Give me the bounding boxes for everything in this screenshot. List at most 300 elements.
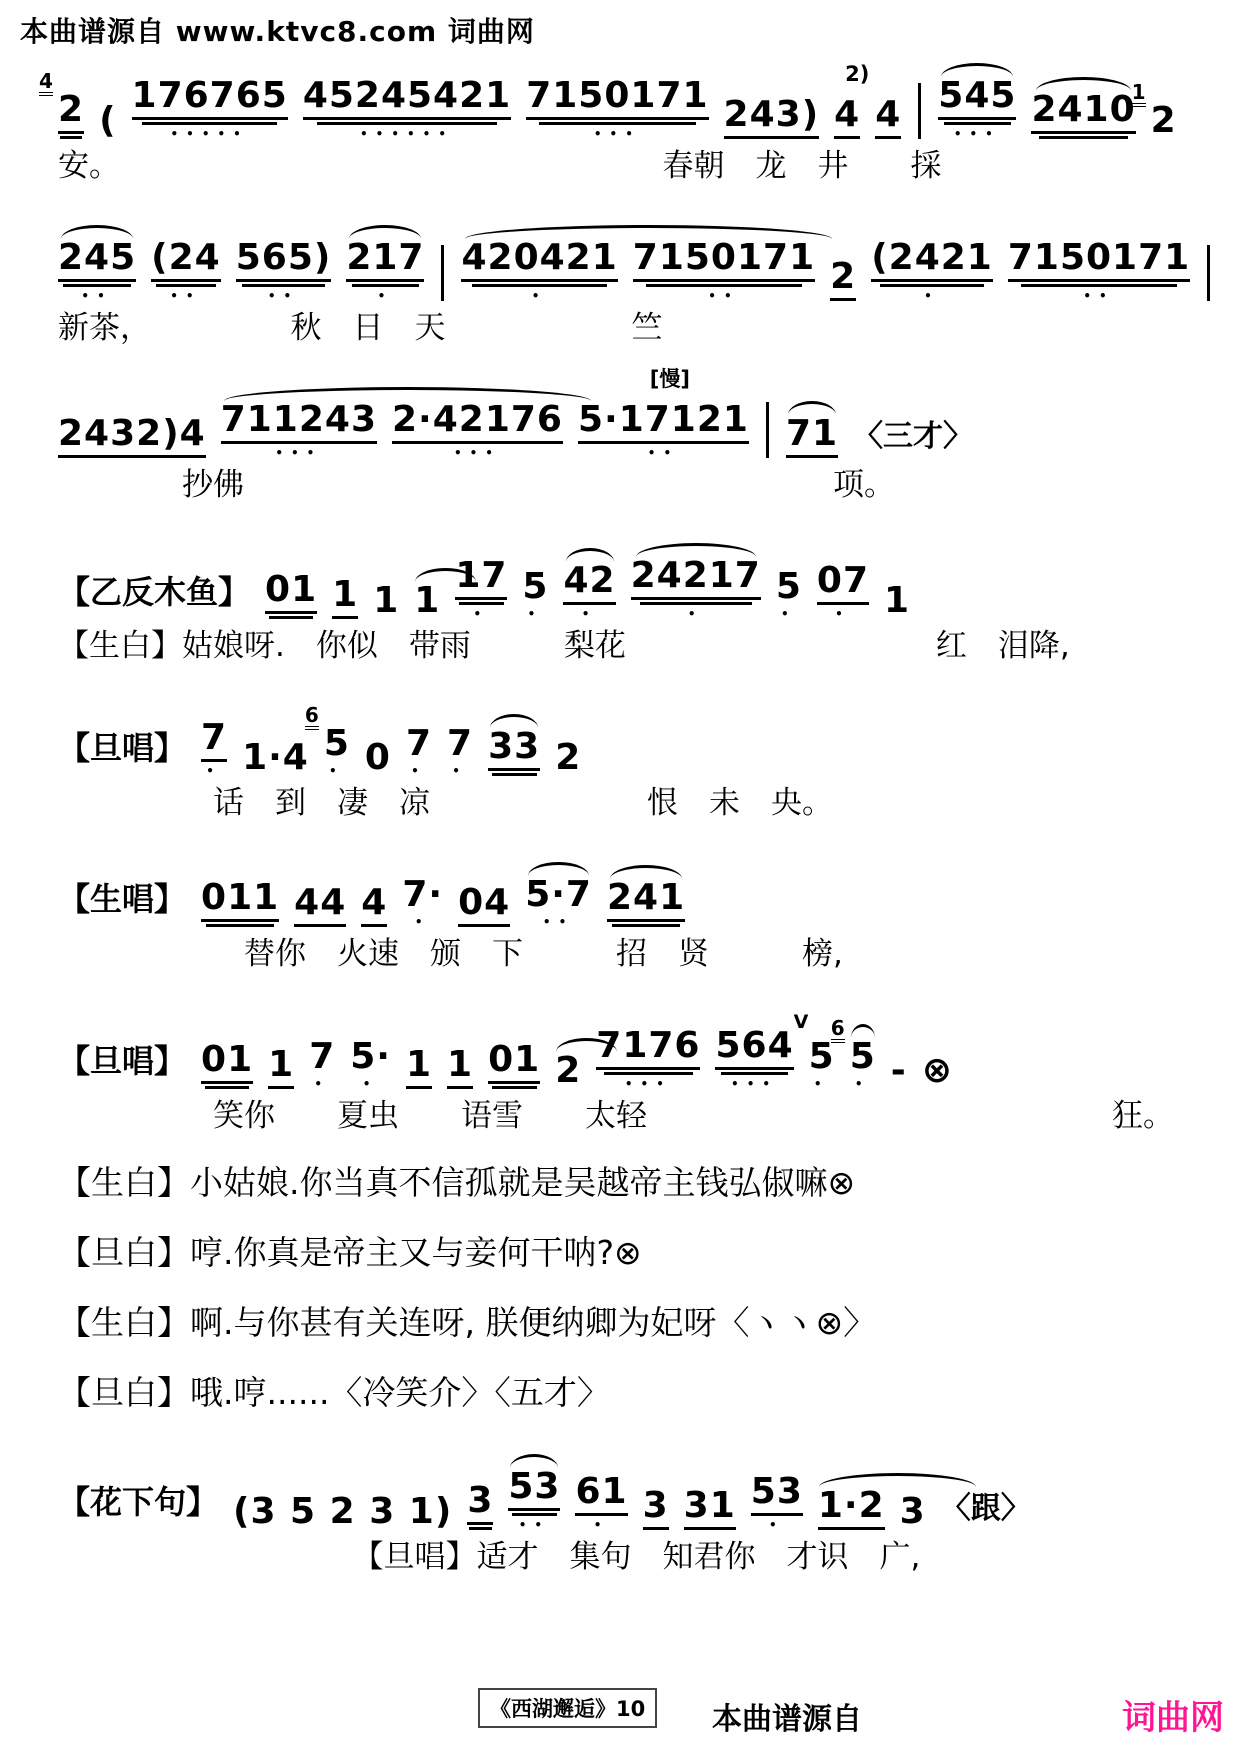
beam-line xyxy=(132,117,288,120)
note-token xyxy=(402,873,444,929)
note-digits: 〈跟〉 xyxy=(940,1490,1031,1526)
note-digits: (2421 xyxy=(871,236,993,278)
note-token xyxy=(555,737,582,778)
beam-line xyxy=(817,602,869,605)
beam-line xyxy=(508,1508,560,1511)
note-token xyxy=(131,75,288,141)
grace-note: 6 xyxy=(305,705,319,730)
note-token xyxy=(467,1479,494,1530)
lyric-line: 笑你 夏虫 语雪 太轻 狂。 xyxy=(58,1097,1174,1134)
note-digits: 45245421 xyxy=(302,75,512,116)
note-digits: 53 xyxy=(750,1470,803,1512)
beam-line xyxy=(201,919,279,922)
beam-line xyxy=(346,279,424,282)
note-token xyxy=(447,1043,474,1089)
note-digits: 01 xyxy=(265,569,318,611)
note-token xyxy=(642,1484,669,1530)
octave-dots: • xyxy=(813,1076,830,1091)
note-digits: 61 xyxy=(575,1470,628,1512)
note-token xyxy=(39,69,85,139)
note-digits: 44 xyxy=(294,881,347,923)
octave-dots: • xyxy=(581,607,598,622)
beam-line xyxy=(60,136,82,139)
beam-line xyxy=(294,924,346,927)
note-token xyxy=(890,1049,907,1091)
note-digits: 7150171 xyxy=(1007,236,1191,278)
octave-dots: •• xyxy=(518,1517,551,1532)
note-token xyxy=(1007,236,1191,303)
note-token xyxy=(458,881,511,927)
note-token xyxy=(414,580,441,622)
beam-line xyxy=(156,284,216,287)
footer-title-box xyxy=(478,1688,657,1728)
note-digits: 2432)4 xyxy=(58,412,206,454)
octave-dots: • xyxy=(527,607,544,622)
note-token xyxy=(632,236,816,303)
beam-line xyxy=(640,602,752,605)
note-token xyxy=(235,236,332,303)
note-digits: 5 xyxy=(808,1035,835,1077)
voice-label: 【生唱】 xyxy=(58,880,187,919)
octave-dots: • xyxy=(687,607,704,622)
note-token xyxy=(346,236,425,303)
beam-line xyxy=(269,616,314,619)
note-digits: 33 xyxy=(488,726,541,767)
note-token xyxy=(577,366,749,460)
note-digits: 5·17121 xyxy=(577,398,749,440)
tie-arc xyxy=(610,865,682,879)
note-digits: 1 xyxy=(373,580,400,622)
note-token xyxy=(563,560,616,622)
note-token xyxy=(373,580,400,622)
beam-line xyxy=(604,1072,694,1075)
tie-arc xyxy=(1036,77,1132,91)
note-digits: 011 xyxy=(201,876,280,918)
note-token xyxy=(405,1043,433,1089)
beam-line xyxy=(459,602,504,605)
note-digits: 3 xyxy=(467,1479,494,1521)
beam-line xyxy=(142,122,276,125)
tie-arc xyxy=(349,225,421,239)
beam-line xyxy=(1008,279,1190,282)
octave-dots: ••• xyxy=(453,445,501,460)
lyric-line: 新茶， 秋 日 天 竺 xyxy=(58,309,663,346)
beam-line xyxy=(447,1086,473,1089)
note-token xyxy=(723,94,820,139)
note-token xyxy=(461,236,618,303)
note-token xyxy=(99,100,117,141)
note-digits: 31 xyxy=(683,1484,736,1526)
note-digits: 01 xyxy=(201,1038,254,1080)
note-token xyxy=(555,1049,582,1091)
annotation: 2) xyxy=(845,62,870,86)
beam-line xyxy=(201,1081,253,1084)
speech-line: 【旦白】哼.你真是帝主又与妾何干呐?⊗ xyxy=(58,1233,642,1273)
beam-line xyxy=(684,1527,736,1530)
music-line xyxy=(58,873,1224,929)
octave-dots: •• xyxy=(1083,288,1115,303)
note-digits: 7· xyxy=(402,873,444,915)
note-digits: 4 xyxy=(361,881,388,923)
tie-arc xyxy=(819,1473,976,1487)
beam-line xyxy=(406,1086,432,1089)
octave-dots: •• xyxy=(542,914,575,929)
beam-line xyxy=(512,1513,557,1516)
footer-site-name: 词曲网 xyxy=(1122,1698,1224,1738)
lyric-line: 【旦唱】适才 集句 知君你 才识 广, xyxy=(58,1538,921,1575)
note-token xyxy=(606,876,686,927)
note-token xyxy=(830,1015,876,1091)
lyric-line: 话 到 凄 凉 恨 未 央。 xyxy=(58,785,833,821)
beam-line xyxy=(58,131,84,134)
note-digits: (3 5 2 3 1) xyxy=(233,1490,453,1532)
beam-line xyxy=(539,122,696,125)
barline xyxy=(766,402,769,458)
octave-dots: • xyxy=(411,764,427,778)
note-token xyxy=(940,1490,1031,1530)
lyric-line: 【生白】姑娘呀. 你似 带雨 梨花 红 泪降, xyxy=(58,628,1070,665)
note-digits: 01 xyxy=(488,1038,541,1080)
note-digits: 2·42176 xyxy=(392,398,563,440)
note-digits: 04 xyxy=(458,881,511,923)
note-digits: 1 xyxy=(405,1043,433,1085)
annotation: [慢] xyxy=(649,366,690,391)
grace-note: 6 xyxy=(831,1018,845,1043)
note-token xyxy=(938,75,1017,141)
note-digits: 1 xyxy=(884,580,911,622)
beam-line xyxy=(151,279,221,282)
note-digits: ⊗ xyxy=(921,1049,953,1091)
note-token xyxy=(58,236,137,303)
music-line xyxy=(58,236,1224,303)
note-token xyxy=(392,398,563,460)
beam-line xyxy=(786,455,838,458)
speech-line: 【生白】小姑娘.你当真不信孤就是吴越帝主钱弘俶嘛⊗ xyxy=(58,1163,856,1203)
beam-line xyxy=(268,1086,294,1089)
note-digits: 1 xyxy=(332,574,359,616)
beam-line xyxy=(317,122,496,125)
tie-arc xyxy=(851,1024,875,1038)
beam-line xyxy=(575,1513,627,1516)
note-digits: 245 xyxy=(58,236,137,278)
lyric-line: 抄佛 项。 xyxy=(58,466,895,503)
voice-label: 【乙反木鱼】 xyxy=(58,572,251,611)
note-token xyxy=(816,560,870,622)
note-digits: 7 xyxy=(405,723,433,764)
note-token xyxy=(302,75,512,141)
note-digits: 07 xyxy=(816,560,870,602)
octave-dots: ••••• xyxy=(170,127,249,141)
note-token xyxy=(220,398,377,460)
beam-line xyxy=(488,1081,540,1084)
note-token xyxy=(830,255,857,301)
tie-arc xyxy=(510,1454,558,1468)
note-digits: 564 xyxy=(715,1024,794,1066)
beam-line xyxy=(1031,131,1135,134)
note-token xyxy=(151,236,221,303)
voice-label: 【花下句】 xyxy=(58,1483,219,1522)
music-line xyxy=(39,62,1224,141)
note-token xyxy=(1131,80,1177,141)
octave-dots: • xyxy=(593,1517,610,1532)
tie-arc xyxy=(61,225,133,239)
note-token xyxy=(265,569,318,619)
note-digits: 5 xyxy=(323,723,350,764)
music-line xyxy=(58,703,1224,778)
beam-line xyxy=(880,284,985,287)
note-digits: 1·2 xyxy=(817,1484,885,1526)
octave-dots: • xyxy=(835,607,851,622)
beam-line xyxy=(1039,136,1129,139)
beam-line xyxy=(563,602,615,605)
grace-note: 1 xyxy=(1132,82,1146,107)
breath-mark: V xyxy=(793,1010,809,1033)
beam-line xyxy=(236,279,332,282)
note-token xyxy=(683,1484,736,1530)
note-digits: 2 xyxy=(58,89,85,130)
music-line xyxy=(58,1010,1224,1091)
beam-line xyxy=(265,611,317,614)
note-digits: 5· xyxy=(350,1035,391,1077)
watermark-header: 本曲谱源自 www.ktvc8.com 词曲网 xyxy=(20,15,535,48)
note-digits: 5 xyxy=(522,566,549,608)
note-token xyxy=(332,574,359,619)
note-digits: 2 xyxy=(555,1049,582,1091)
beam-line xyxy=(646,284,803,287)
barline xyxy=(441,245,444,301)
beam-line xyxy=(492,1086,537,1089)
note-token xyxy=(875,94,902,139)
music-line xyxy=(58,1465,1224,1532)
beam-line xyxy=(58,455,206,458)
tie-arc xyxy=(636,543,756,557)
note-digits: 2410 xyxy=(1031,89,1136,130)
beam-line xyxy=(458,924,510,927)
note-digits: 420421 xyxy=(461,236,618,278)
barline xyxy=(1207,245,1210,301)
note-token xyxy=(525,873,592,929)
octave-dots: •• xyxy=(170,288,202,303)
beam-line xyxy=(607,919,685,922)
beam-line xyxy=(472,284,606,287)
octave-dots: • xyxy=(473,607,490,622)
note-digits: 7 xyxy=(447,723,474,764)
note-token xyxy=(630,555,761,622)
music-line xyxy=(58,555,1224,622)
note-token xyxy=(294,881,347,927)
footer xyxy=(0,1686,1240,1742)
note-digits: 4 xyxy=(834,94,861,135)
note-token xyxy=(871,236,993,303)
note-token xyxy=(522,566,549,622)
octave-dots: •• xyxy=(647,445,680,460)
note-digits: 7 xyxy=(309,1035,336,1077)
beam-line xyxy=(303,117,511,120)
note-token xyxy=(268,1043,295,1089)
note-token xyxy=(488,726,541,776)
beam-line xyxy=(58,279,136,282)
tie-arc xyxy=(941,63,1013,77)
note-digits: 53 xyxy=(508,1465,561,1507)
beam-line xyxy=(221,441,377,444)
note-token xyxy=(575,1470,628,1532)
note-token xyxy=(364,737,391,778)
note-token xyxy=(834,62,870,139)
octave-dots: • xyxy=(314,1076,331,1091)
beam-line xyxy=(455,597,507,600)
note-digits: 545 xyxy=(938,75,1017,116)
note-digits: 3 xyxy=(899,1490,926,1532)
note-token xyxy=(715,1024,794,1091)
note-token xyxy=(350,1035,391,1091)
octave-dots: ••• xyxy=(624,1076,672,1091)
octave-dots: ••• xyxy=(275,445,323,460)
note-token xyxy=(1031,89,1136,139)
beam-line xyxy=(332,616,358,619)
beam-line xyxy=(526,117,708,120)
beam-line xyxy=(871,279,993,282)
note-token xyxy=(361,881,388,927)
note-digits: 5 xyxy=(849,1035,876,1077)
note-digits: 1 xyxy=(414,580,441,622)
octave-dots: •• xyxy=(81,288,113,303)
note-digits: 42 xyxy=(563,560,616,602)
note-token xyxy=(785,412,839,458)
beam-line xyxy=(830,298,856,301)
note-digits: ( xyxy=(99,100,117,141)
note-digits: 7 xyxy=(201,717,228,758)
note-digits: - xyxy=(890,1049,907,1091)
octave-dots: • xyxy=(206,764,222,778)
beam-line xyxy=(875,136,901,139)
note-token xyxy=(526,75,709,141)
note-digits: 176765 xyxy=(131,75,288,116)
footer-source-text: 本曲谱源自 xyxy=(712,1702,862,1737)
note-token xyxy=(775,566,802,622)
note-token xyxy=(899,1490,926,1532)
tie-arc xyxy=(490,714,538,728)
note-token xyxy=(508,1465,561,1532)
note-digits: 7176 xyxy=(596,1024,701,1066)
lyric-line: 替你 火速 颁 下 招 贤 榜, xyxy=(58,935,843,972)
note-digits: 5 xyxy=(775,566,802,608)
octave-dots: • xyxy=(854,1076,871,1091)
octave-dots: • xyxy=(768,1517,785,1532)
note-digits: 217 xyxy=(346,236,425,278)
note-digits: 565) xyxy=(235,236,332,278)
note-digits: 1 xyxy=(268,1043,295,1085)
beam-line xyxy=(721,1072,788,1075)
note-digits: 4 xyxy=(875,94,902,135)
beam-line xyxy=(206,924,273,927)
note-digits: 1·4 xyxy=(242,737,309,778)
beam-line xyxy=(938,117,1016,120)
beam-line xyxy=(63,284,130,287)
note-digits: 2 xyxy=(555,737,582,778)
beam-line xyxy=(469,1527,491,1530)
tie-arc xyxy=(528,862,589,876)
beam-line xyxy=(201,759,227,762)
octave-dots: •• xyxy=(708,288,740,303)
beam-line xyxy=(205,1086,250,1089)
octave-dots: • xyxy=(362,1076,379,1091)
octave-dots: • xyxy=(924,288,940,303)
beam-line xyxy=(612,924,679,927)
beam-line xyxy=(352,284,419,287)
note-token xyxy=(884,580,911,622)
note-digits: 5·7 xyxy=(525,873,592,915)
tie-arc xyxy=(788,401,836,415)
beam-line xyxy=(242,284,324,287)
score-area xyxy=(0,62,1240,1577)
beam-line xyxy=(834,136,860,139)
note-token xyxy=(201,717,228,778)
note-token xyxy=(201,876,280,927)
beam-line xyxy=(633,279,815,282)
beam-line xyxy=(392,441,563,444)
note-digits: 0 xyxy=(364,737,391,778)
lyric-line: 安。 春朝 龙 井 採 xyxy=(58,148,942,184)
note-token xyxy=(488,1038,541,1089)
note-token xyxy=(921,1049,953,1091)
note-token xyxy=(793,1010,835,1091)
octave-dots: • xyxy=(781,607,797,622)
beam-line xyxy=(715,1067,793,1070)
note-token xyxy=(201,1038,254,1089)
note-token xyxy=(817,1484,885,1530)
beam-line xyxy=(467,1522,493,1525)
grace-note: 4 xyxy=(39,71,53,96)
note-token xyxy=(242,737,309,778)
note-token xyxy=(304,703,350,778)
note-token xyxy=(233,1490,453,1532)
note-token xyxy=(447,723,474,778)
note-digits: 243) xyxy=(723,94,820,135)
music-line xyxy=(58,366,1224,460)
beam-line xyxy=(596,1067,700,1070)
octave-dots: ••• xyxy=(593,127,641,141)
note-digits: 17 xyxy=(455,555,508,597)
octave-dots: •• xyxy=(267,288,300,303)
note-token xyxy=(750,1470,803,1532)
octave-dots: • xyxy=(531,288,548,303)
voice-label: 【旦唱】 xyxy=(58,729,187,768)
note-digits: 7150171 xyxy=(632,236,816,278)
beam-line xyxy=(492,773,537,776)
note-digits: 241 xyxy=(606,876,686,918)
octave-dots: • xyxy=(329,764,345,778)
note-digits: (24 xyxy=(151,236,221,278)
note-digits: 3 xyxy=(642,1484,669,1526)
note-digits: 1 xyxy=(447,1043,474,1085)
note-token xyxy=(405,723,433,778)
octave-dots: ••• xyxy=(953,127,1001,141)
note-digits: 711243 xyxy=(220,398,377,440)
beam-line xyxy=(631,597,761,600)
beam-line xyxy=(724,136,820,139)
note-digits: 7150171 xyxy=(526,75,709,116)
note-digits: 2 xyxy=(1150,100,1177,141)
octave-dots: • xyxy=(452,764,468,778)
beam-line xyxy=(818,1527,885,1530)
octave-dots: ••• xyxy=(731,1076,779,1091)
note-digits: 2 xyxy=(830,255,857,297)
beam-line xyxy=(361,924,387,927)
beam-line xyxy=(578,441,749,444)
note-token xyxy=(58,412,206,458)
beam-line xyxy=(488,768,540,771)
note-token xyxy=(596,1024,701,1091)
